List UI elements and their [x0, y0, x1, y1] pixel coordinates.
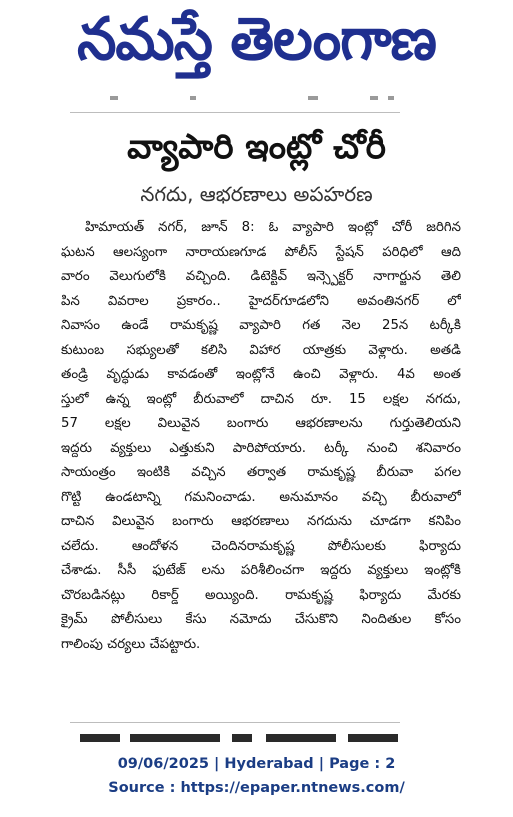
- article-line: గాలింపు చర్యలు చేపట్టారు.: [61, 636, 201, 652]
- footer-source-line: Source : https://epaper.ntnews.com/: [108, 780, 405, 796]
- article-line: వారం వెలుగులోకి వచ్చింది. డిటెక్టివ్ ఇన్స్పెక్టర్ నాగార్జున తెలి: [61, 269, 461, 284]
- article-line: స్తులో ఉన్న ఇంట్లో బీరువాలో దాచిన రూ. 15 లక్షల నగదు,: [61, 391, 461, 407]
- article-line: ఇద్దరు వ్యక్తులు ఎత్తుకుని పారిపోయారు. టర్కీ నుంచి శనివారం: [61, 440, 461, 456]
- article-line: సాయంత్రం ఇంటికి వచ్చిన తర్వాత రామకృష్ణ బీరువా పగల: [61, 465, 461, 480]
- article-line: నివాసం ఉండే రామకృష్ణ వ్యాపారి గత నెల 25న టర్కీకి: [61, 318, 461, 333]
- article-line: గొట్టి ఉండటాన్ని గమనించాడు. అనుమానం వచ్చి బీరువాలో: [61, 489, 461, 505]
- article-line: పిన వివరాల ప్రకారం.. హైదర్‌గూడలోని అవంతినగర్ లో: [61, 293, 461, 309]
- article-line: చేశాడు. సీసీ ఫుటేజ్ లను పరిశీలించగా ఇద్దరు వ్యక్తులు ఇంట్లోకి: [61, 563, 461, 578]
- article-line: తండ్రి వృద్ధుడు కావడంతో ఇంట్లోనే ఉంచి వెళ్లారు. 4వ అంత: [61, 367, 461, 382]
- article-line: క్రైమ్ పోలీసులు కేసు నమోదు చేసుకొని నిందితుల కోసం: [61, 612, 461, 627]
- article-line: ఘటన ఆలస్యంగా నారాయణగూడ పోలీస్ స్టేషన్ పరిధిలో ఆది: [61, 244, 461, 260]
- article-line: 57 లక్షల విలువైన బంగారు ఆభరణాలను గుర్తుతెలియని: [61, 416, 461, 431]
- article-subheadline: నగదు, ఆభరణాలు అపహరణ: [140, 182, 373, 206]
- article-line: కుటుంబ సభ్యులతో కలిసి విహార యాత్రకు వెళ్లారు. అతడి: [61, 342, 461, 358]
- article-line: చొరబడినట్లు రికార్డ్ అయ్యింది. రామకృష్ణ ఫిర్యాదు మేరకు: [61, 587, 461, 603]
- article-line: దాచిన విలువైన బంగారు ఆభరణాలు నగదును చూడగా కనిపిం: [61, 514, 461, 529]
- bottom-divider: [70, 722, 400, 723]
- footer: [0, 752, 513, 800]
- article-headline: వ్యాపారి ఇంట్లో చోరీ: [127, 127, 386, 167]
- article-line: చలేదు. ఆందోళన చెందినరామకృష్ణ పోలీసులకు ఫిర్యాదు: [61, 538, 461, 554]
- masthead: [0, 0, 513, 78]
- top-divider: [70, 112, 400, 113]
- article-line: హిమాయత్ నగర్, జూన్ 8: ఓ వ్యాపారి ఇంట్లో చోరీ జరిగిన: [85, 220, 461, 235]
- article-body: [61, 216, 461, 657]
- footer-date-line: 09/06/2025 | Hyderabad | Page : 2: [117, 756, 396, 772]
- newspaper-logo: నమస్తే తెలంగాణ: [77, 5, 436, 74]
- clipped-previous-headline: [70, 96, 400, 104]
- clipped-next-headline: [70, 728, 400, 742]
